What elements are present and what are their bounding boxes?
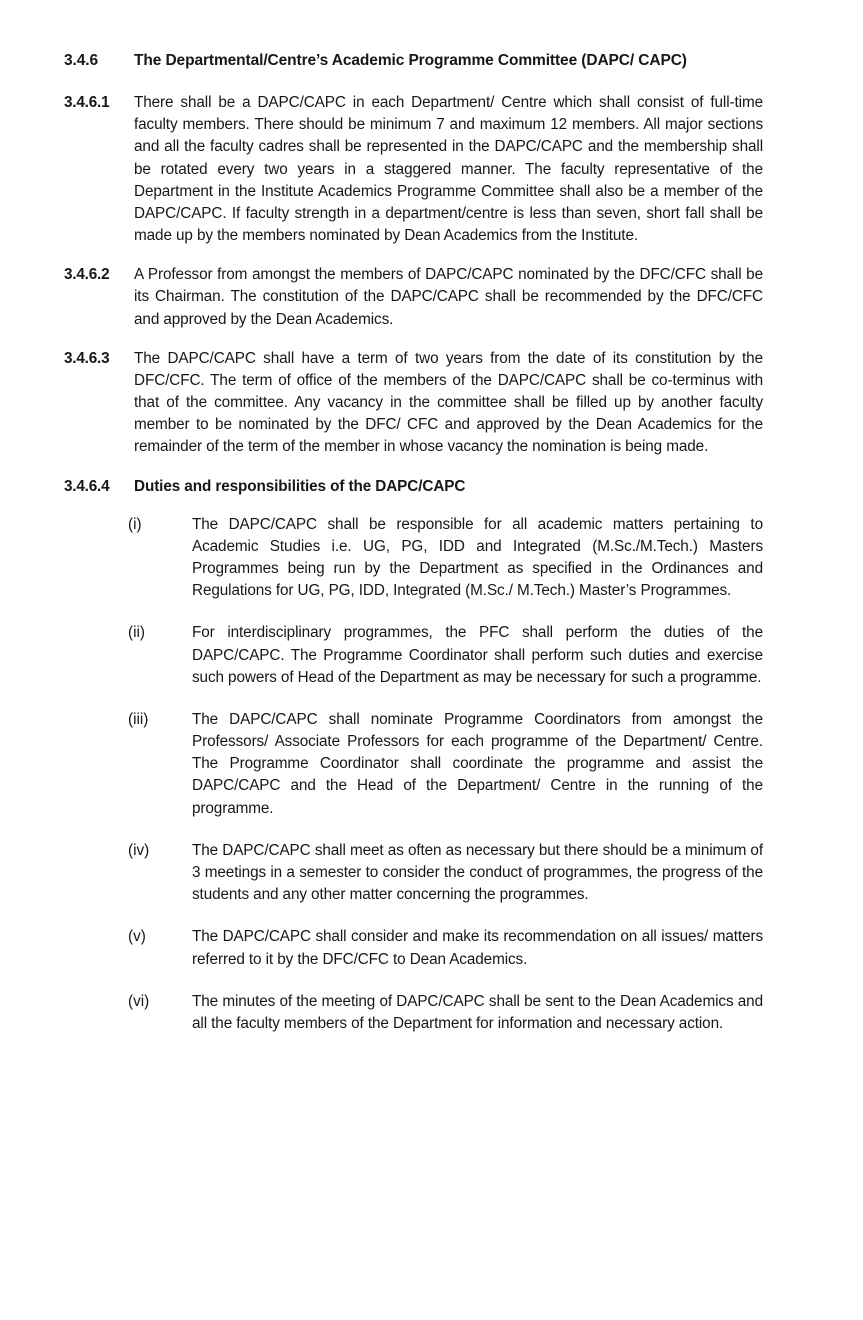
list-item — [64, 991, 763, 1035]
clause-3-4-6-1 — [64, 92, 763, 247]
list-item-marker: (iv) — [128, 841, 150, 859]
clause-3-4-6-3 — [64, 348, 763, 459]
section-title: The Departmental/Centre’s Academic Programme Committee (DAPC/ CAPC) — [134, 52, 687, 69]
clause-number: 3.4.6.1 — [64, 94, 110, 111]
clause-text: A Professor from amongst the members of DAPC/CAPC nominated by the DFC/CFC shall be its Chairman. The constitution of the DAPC/CAPC shall be recommended by the DFC/CFC and approved by the Dean Academics. — [134, 266, 763, 328]
clause-3-4-6-4 — [64, 476, 763, 498]
section-heading — [64, 50, 763, 72]
list-item-text: The DAPC/CAPC shall meet as often as necessary but there should be a minimum of 3 meetings in a semester to consider the conduct of programmes, the progress of the students and any other matter concerning the programmes. — [192, 841, 763, 904]
clause-number: 3.4.6.3 — [64, 349, 110, 367]
list-item-text: The minutes of the meeting of DAPC/CAPC shall be sent to the Dean Academics and all the faculty members of the Department for information and necessary action. — [192, 992, 763, 1032]
list-item — [64, 622, 763, 689]
list-item-text: For interdisciplinary programmes, the PFC shall perform the duties of the DAPC/CAPC. The Programme Coordinator shall perform such duties and exercise such powers of Head of the Department as may be necessary for such a programme. — [192, 624, 763, 686]
clause-number: 3.4.6.4 — [64, 477, 110, 495]
duties-list — [64, 514, 763, 1035]
list-item — [64, 926, 763, 970]
clause-text: Duties and responsibilities of the DAPC/CAPC — [134, 477, 466, 495]
list-item-text: The DAPC/CAPC shall be responsible for all academic matters pertaining to Academic Studies i.e. UG, PG, IDD and Integrated (M.Sc./M.Tech.) Masters Programmes being run by the Department as specified in the Ordinances and Regulations for UG, PG, IDD, Integrated (M.Sc./ M.Tech.) Master’s Programmes. — [192, 515, 763, 600]
list-item-marker: (i) — [128, 515, 142, 533]
list-item-text: The DAPC/CAPC shall consider and make its recommendation on all issues/ matters referred to it by the DFC/CFC to Dean Academics. — [192, 928, 763, 968]
clause-3-4-6-2 — [64, 264, 763, 331]
list-item-marker: (v) — [128, 928, 146, 946]
list-item — [64, 514, 763, 603]
section-number: 3.4.6 — [64, 52, 98, 69]
clause-text: The DAPC/CAPC shall have a term of two years from the date of its constitution by the DFC/CFC. The term of office of the members of the DAPC/CAPC shall be co-terminus with that of the committee. Any vacancy in the committee shall be filled up by another faculty member to be nominated by the DFC/ CFC and approved by the Dean Academics for the remainder of the term of the member in whose vacancy the nomination is being made. — [134, 349, 763, 456]
list-item-marker: (ii) — [128, 624, 145, 642]
list-item — [64, 709, 763, 820]
list-item-marker: (iii) — [128, 710, 149, 728]
clause-number: 3.4.6.2 — [64, 266, 110, 284]
list-item — [64, 840, 763, 907]
list-item-marker: (vi) — [128, 992, 150, 1010]
list-item-text: The DAPC/CAPC shall nominate Programme Coordinators from amongst the Professors/ Associate Professors for each programme of the Department/ Centre. The Programme Coordinator shall coordinate the programme and assist the DAPC/CAPC and the Head of the Department/ Centre in the running of the programme. — [192, 710, 763, 817]
clause-text: There shall be a DAPC/CAPC in each Department/ Centre which shall consist of full-time faculty members. There should be minimum 7 and maximum 12 members. All major sections and all the faculty cadres shall be represented in the DAPC/CAPC and the membership shall be rotated every two years in a staggered manner. The faculty representative of the Department in the Institute Academics Programme Committee shall also be a member of the DAPC/CAPC. If faculty strength in a department/centre is less than seven, short fall shall be made up by the members nominated by Dean Academics from the Institute. — [134, 94, 763, 245]
